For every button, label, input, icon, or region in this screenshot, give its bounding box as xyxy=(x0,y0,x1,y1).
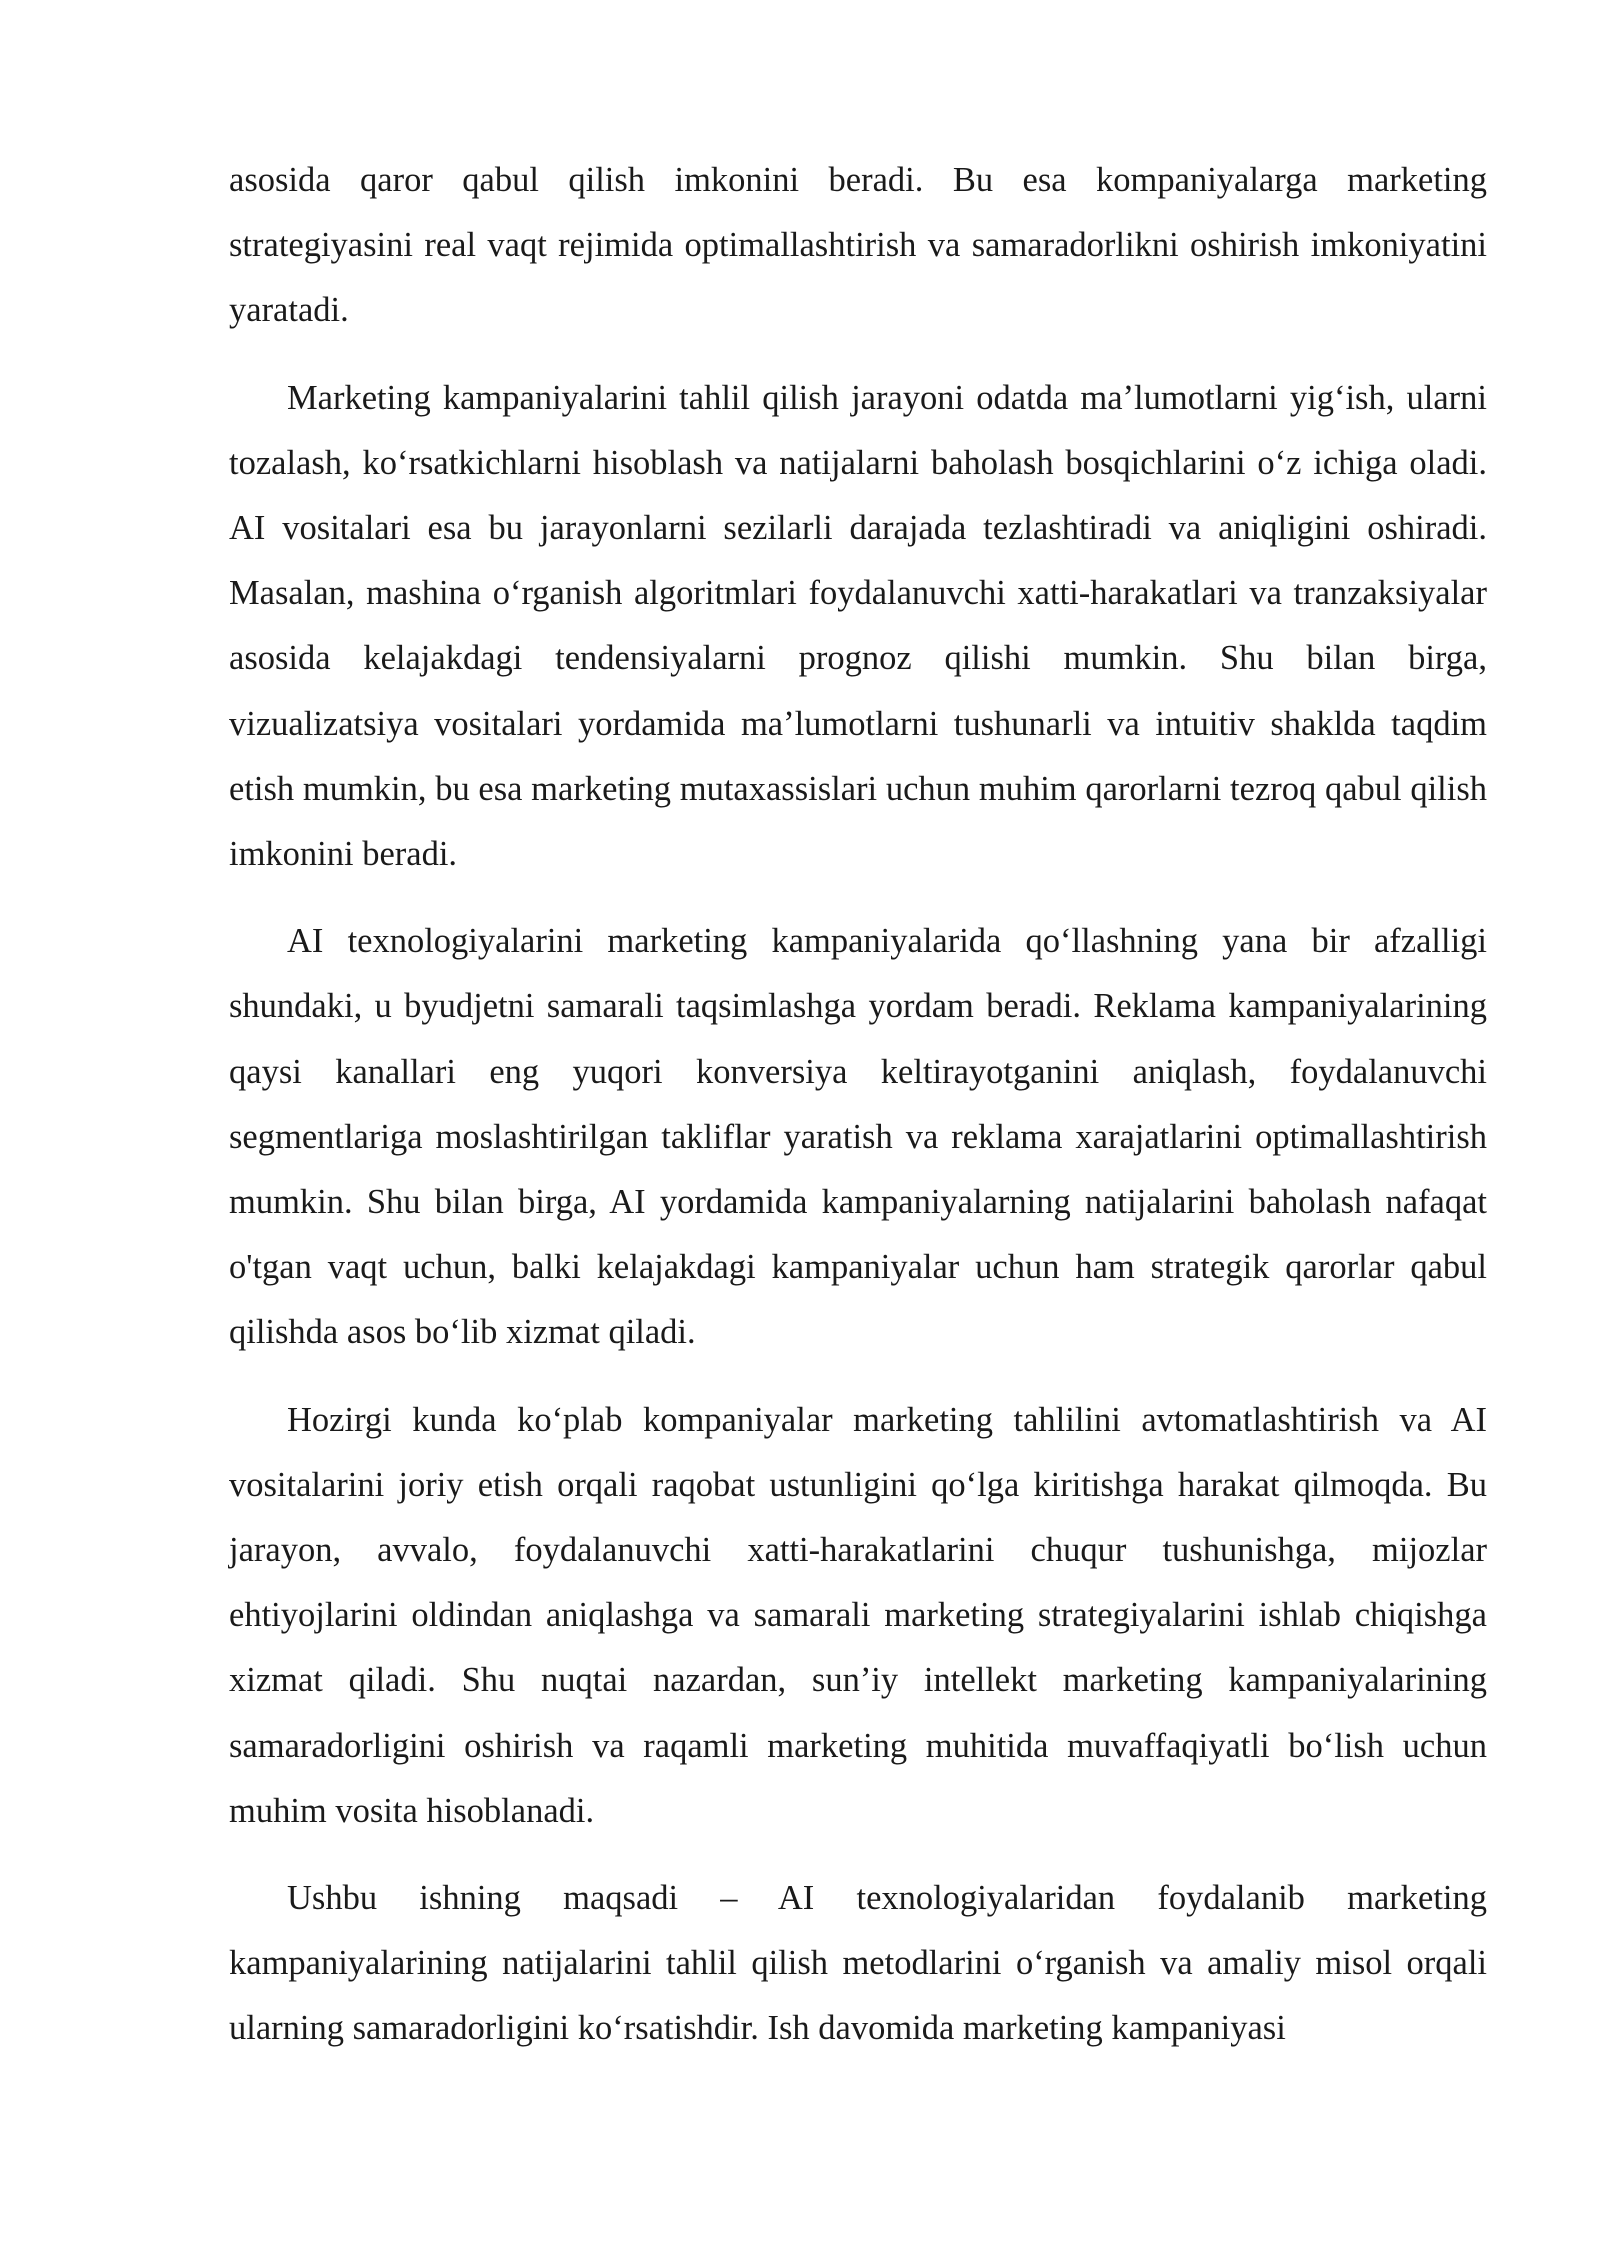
paragraph-continued: asosida qaror qabul qilish imkonini beradi. Bu esa kompaniyalarga marketing strategiyasini real vaqt rejimida optimallashtirish va samaradorlikni oshirish imkoniyatini yaratadi. xyxy=(229,161,1487,330)
document-body xyxy=(229,148,1487,2084)
paragraph-campaign-analysis-process: Marketing kampaniyalarini tahlil qilish jarayoni odatda maʼlumotlarni yigʻish, ularni tozalash, koʻrsatkichlarni hisoblash va natijalarni baholash bosqichlarini oʻz ichiga oladi. AI vositalari esa bu jarayonlarni sezilarli darajada tezlashtiradi va aniqligini oshiradi. Masalan, mashina oʻrganish algoritmlari foydalanuvchi xatti-harakatlari va tranzaksiyalar asosida kelajakdagi tendensiyalarni prognoz qilishi mumkin. Shu bilan birga, vizualizatsiya vositalari yordamida maʼlumotlarni tushunarli va intuitiv shaklda taqdim etish mumkin, bu esa marketing mutaxassislari uchun muhim qarorlarni tezroq qabul qilish imkonini beradi. xyxy=(229,378,1487,874)
paragraph-competitive-advantage: Hozirgi kunda koʻplab kompaniyalar marketing tahlilini avtomatlashtirish va AI vositalarini joriy etish orqali raqobat ustunligini qoʻlga kiritishga harakat qilmoqda. Bu jarayon, avvalo, foydalanuvchi xatti-harakatlarini chuqur tushunishga, mijozlar ehtiyojlarini oldindan aniqlashga va samarali marketing strategiyalarini ishlab chiqishga xizmat qiladi. Shu nuqtai nazardan, sunʼiy intellekt marketing kampaniyalarining samaradorligini oshirish va raqamli marketing muhitida muvaffaqiyatli boʻlish uchun muhim vosita hisoblanadi. xyxy=(229,1400,1487,1830)
paragraph-work-objective: Ushbu ishning maqsadi – AI texnologiyalaridan foydalanib marketing kampaniyalarining natijalarini tahlil qilish metodlarini oʻrganish va amaliy misol orqali ularning samaradorligini koʻrsatishdir. Ish davomida marketing kampaniyasi xyxy=(229,1879,1487,2048)
paragraph-budget-allocation: AI texnologiyalarini marketing kampaniyalarida qoʻllashning yana bir afzalligi shundaki, u byudjetni samarali taqsimlashga yordam beradi. Reklama kampaniyalarining qaysi kanallari eng yuqori konversiya keltirayotganini aniqlash, foydalanuvchi segmentlariga moslashtirilgan takliflar yaratish va reklama xarajatlarini optimallashtirish mumkin. Shu bilan birga, AI yordamida kampaniyalarning natijalarini baholash nafaqat o'tgan vaqt uchun, balki kelajakdagi kampaniyalar uchun ham strategik qarorlar qabul qilishda asos boʻlib xizmat qiladi. xyxy=(229,922,1487,1352)
